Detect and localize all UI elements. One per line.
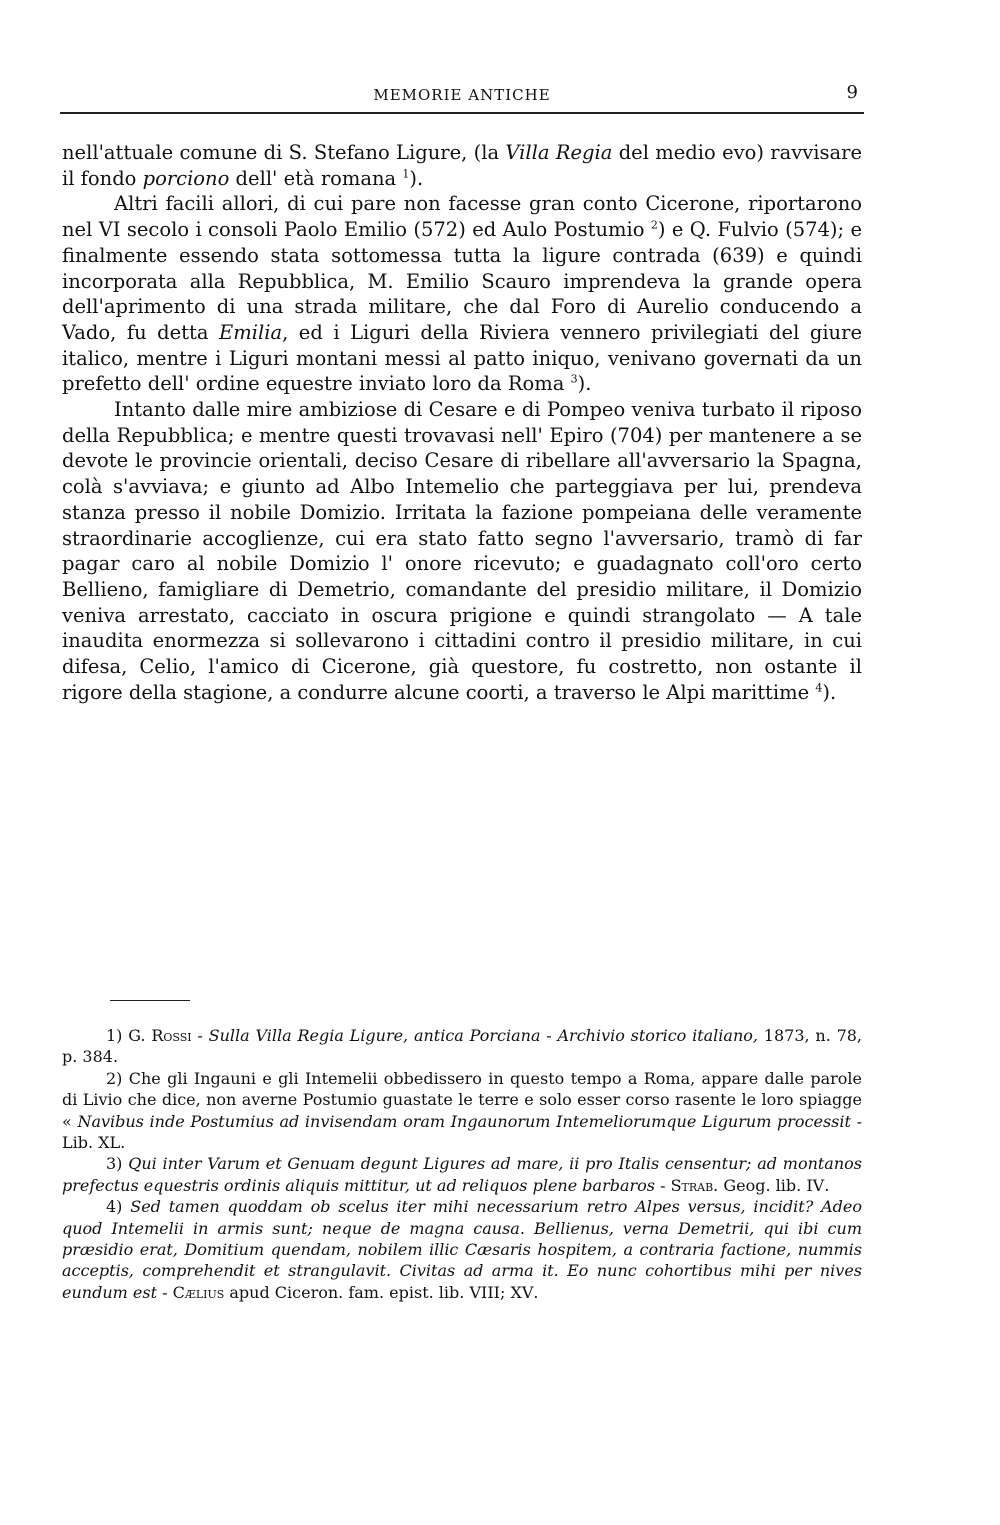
paragraph-1: nell'attuale comune di S. Stefano Ligure, (la Villa Regia del medio evo) ravvisare il fondo porciono dell' età romana $^1$). — [62, 141, 863, 190]
footnote-ref-4[interactable]: 4 — [815, 681, 823, 695]
roman-numeral: IV — [806, 1175, 825, 1195]
author-name: Rossi — [151, 1026, 192, 1045]
running-title: MEMORIE ANTICHE — [373, 86, 551, 104]
roman-numeral: VIII — [469, 1282, 500, 1302]
roman-numeral: XV — [510, 1282, 534, 1302]
latin-quote: Qui inter Varum et Genuam degunt Ligures ad mare, ii pro Italis censentur; ad montanos prefectus equestris ordinis aliquis mittitur, ut ad reliquos plene barbaros — [62, 1154, 862, 1195]
footnote-ref-1[interactable]: 1 — [402, 167, 410, 181]
header-rule — [60, 112, 864, 114]
paragraph-2: Altri facili allori, di cui pare non facesse gran conto Cicerone, riportarono nel VI secolo i consoli Paolo Emilio (572) ed Aulo Postumio $^2$) e Q. Fulvio (574); e finalmente essendo stata sottomessa tutta la ligure contrada (639) e quindi incorporata alla Repubblica, M. Emilio Scauro imprendeva la grande opera dell'aprimento di una strada militare, che dal Foro di Aurelio conducendo a Vado, fu detta Emilia, ed i Liguri della Riviera vennero privilegiati del giure italico, mentre i Liguri montani messi al patto iniquo, venivano governati da un prefetto dell' ordine equestre inviato loro da Roma $^3$). — [62, 192, 863, 396]
paragraph-3: Intanto dalle mire ambiziose di Cesare e di Pompeo veniva turbato il riposo della Repubblica; e mentre questi trovavasi nell' Epiro (704) per mantenere a se devote le provincie orientali, deciso Cesare di ribellare all'avversario la Spagna, colà s'avviava; e giunto ad Albo Intemelio che parteggiava per lui, prendeva stanza presso il nobile Domizio. Irritata la fazione pompeiana delle veramente straordinarie accoglienze, cui era stato fatto segno l'avversario, tramò di far pagar caro al nobile Domizio l' onore ricevuto; e guadagnato coll'oro certo Bellieno, famigliare di Demetrio, comandante del presidio militare, il Domizio veniva arrestato, cacciato in oscura prigione e quindi strangolato — A tale inaudita enormezza si sollevarono i cittadini contro il presidio militare, in cui difesa, Celio, l'amico di Cicerone, già questore, fu costretto, non ostante il rigore della stagione, a condurre alcune coorti, a traverso le Alpi marittime $^4$). — [62, 398, 862, 704]
footnote-4: 4) Sed tamen quoddam ob scelus iter mihi necessarium retro Alpes versus, incidit? Adeo quod Intemelii in armis sunt; neque de magna causa. Bellienus, verna Demetrii, qui ibi cum præsidio erat, Domitium quendam, nobilem illic Cæsaris hospitem, a contraria factione, nummis acceptis, comprehendit et strangulavit. Civitas ad arma it. Eo nunc cohortibus mihi per nives eundum est - Cælius apud Ciceron. fam. epist. lib. VIII; XV. — [62, 1197, 862, 1302]
author-name: Cælius — [172, 1282, 225, 1302]
latin-quote: Sed tamen quoddam ob scelus iter mihi necessarium retro Alpes versus, incidit? Adeo quod Intemelii in armis sunt; neque de magna causa. Bellienus, verna Demetrii, qui ibi cum præsidio erat, Domitium quendam, nobilem illic Cæsaris hospitem, a contraria factione, nummis acceptis, comprehendit et strangulavit. Civitas ad arma it. Eo nunc cohortibus mihi per nives eundum est — [62, 1197, 862, 1302]
roman-numeral: VI — [98, 218, 121, 242]
author-name: Strab. — [670, 1175, 719, 1195]
emphasis: porciono — [142, 166, 230, 190]
emphasis: Villa Regia — [505, 141, 613, 164]
footnote-2: 2) Che gli Ingauni e gli Intemelii obbedissero in questo tempo a Roma, appare dalle parole di Livio che dice, non averne Postumio guastate le terre e solo esser corso rasente le loro spiagge « Navibus inde Postumius ad invisendam oram Ingaunorum Intemeliorumque Ligurum processit - Lib. XL. — [62, 1068, 862, 1153]
footnote-rule — [110, 1000, 190, 1001]
latin-quote: Navibus inde Postumius ad invisendam oram Ingaunorum Intemeliorumque Ligurum processit — [77, 1111, 851, 1131]
footnote-1: 1) G. Rossi - Sulla Villa Regia Ligure, antica Porciana - Archivio storico italiano, 1873, n. 78, p. 384. — [62, 1026, 863, 1067]
footnote-ref-3[interactable]: 3 — [570, 372, 578, 386]
main-text — [62, 140, 862, 705]
page-number: 9 — [846, 82, 858, 103]
citation-title: Sulla Villa Regia Ligure, antica Porciana - Archivio storico italiano, — [208, 1026, 758, 1045]
footnote-3: 3) Qui inter Varum et Genuam degunt Ligures ad mare, ii pro Italis censentur; ad montanos prefectus equestris ordinis aliquis mittitur, ut ad reliquos plene barbaros - Strab. Geog. lib. IV. — [62, 1154, 862, 1195]
footnote-ref-2[interactable]: 2 — [650, 218, 658, 232]
footnotes — [62, 1025, 862, 1303]
emphasis: Emilia — [219, 320, 283, 344]
